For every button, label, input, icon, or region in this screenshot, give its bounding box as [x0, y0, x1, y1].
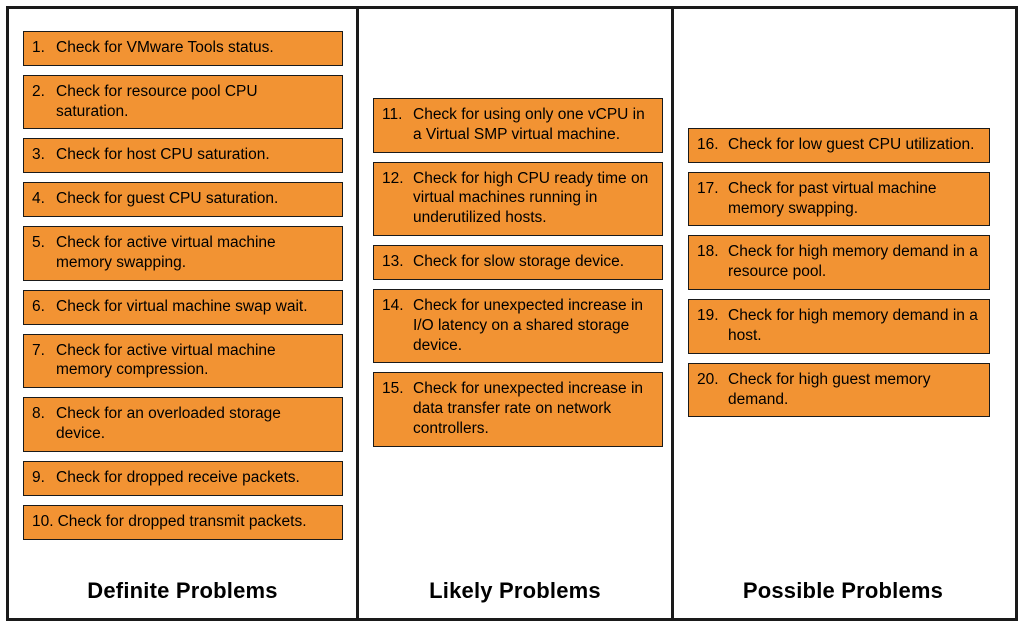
column-title-possible: Possible Problems — [742, 578, 944, 603]
item-label: Check for active virtual machine memory compression. — [56, 341, 276, 379]
column-title-definite: Definite Problems — [87, 578, 278, 603]
column-title-likely: Likely Problems — [429, 578, 601, 603]
list-item — [23, 461, 343, 496]
list-item — [23, 290, 343, 325]
item-number: 5. — [32, 234, 45, 252]
list-item — [373, 162, 663, 236]
list-item — [688, 363, 990, 418]
item-number: 12. — [382, 169, 404, 187]
problem-columns — [9, 9, 1015, 618]
item-number: 1. — [32, 39, 45, 56]
list-item — [23, 226, 343, 281]
item-number: 9. — [32, 468, 45, 486]
item-number: 15. — [382, 380, 404, 398]
item-list-definite — [23, 31, 342, 540]
item-number: 8. — [32, 405, 45, 423]
item-list-possible — [688, 128, 998, 417]
list-item — [688, 172, 990, 227]
list-item — [23, 505, 343, 540]
list-item — [373, 372, 663, 446]
item-label: Check for virtual machine swap wait. — [56, 297, 308, 315]
column-definite-problems — [9, 9, 356, 618]
item-label: Check for high CPU ready time on virtual machines running in underutilized hosts. — [413, 169, 649, 227]
item-label: Check for unexpected increase in I/O latency on a shared storage device. — [413, 296, 644, 354]
list-item — [23, 138, 343, 173]
list-item — [373, 289, 663, 363]
item-number: 14. — [382, 296, 404, 314]
item-label: Check for high memory demand in a resource pool. — [728, 243, 978, 281]
item-label: Check for an overloaded storage device. — [56, 405, 281, 443]
list-item — [373, 245, 663, 280]
list-item — [688, 299, 990, 354]
item-number: 13. — [382, 253, 404, 271]
item-number: 11. — [382, 106, 403, 123]
list-item — [688, 128, 990, 163]
item-number: 6. — [32, 297, 45, 315]
list-item — [23, 334, 343, 389]
item-list-likely — [373, 98, 657, 447]
list-item — [23, 75, 343, 130]
item-label: Check for active virtual machine memory swapping. — [56, 234, 276, 271]
list-item — [23, 31, 343, 66]
item-number: 3. — [32, 146, 45, 164]
item-label: Check for guest CPU saturation. — [56, 190, 279, 208]
column-likely-problems — [356, 9, 674, 618]
item-label: Check for dropped transmit packets. — [57, 512, 307, 530]
item-label: Check for low guest CPU utilization. — [728, 136, 975, 153]
item-number: 2. — [32, 82, 45, 100]
item-label: Check for past virtual machine memory swapping. — [728, 179, 937, 217]
item-label: Check for dropped receive packets. — [56, 468, 300, 486]
item-label: Check for host CPU saturation. — [56, 146, 270, 164]
item-label: Check for high memory demand in a host. — [728, 307, 978, 344]
item-number: 17. — [697, 179, 719, 197]
list-item — [688, 235, 990, 290]
list-item — [23, 397, 343, 452]
list-item — [373, 98, 663, 153]
item-number: 16. — [697, 136, 719, 153]
item-label: Check for high guest memory demand. — [728, 370, 931, 408]
item-number: 10. — [32, 512, 54, 530]
item-number: 20. — [697, 370, 719, 388]
item-label: Check for VMware Tools status. — [56, 39, 274, 56]
list-item — [23, 182, 343, 217]
item-number: 7. — [32, 341, 45, 359]
item-label: Check for unexpected increase in data transfer rate on network controllers. — [413, 380, 644, 438]
column-possible-problems — [674, 9, 1012, 618]
item-number: 19. — [697, 307, 719, 325]
item-label: Check for resource pool CPU saturation. — [56, 82, 258, 120]
item-number: 4. — [32, 190, 45, 208]
item-label: Check for using only one vCPU in a Virtual SMP virtual machine. — [413, 106, 645, 143]
item-number: 18. — [697, 243, 719, 261]
item-label: Check for slow storage device. — [413, 253, 625, 271]
